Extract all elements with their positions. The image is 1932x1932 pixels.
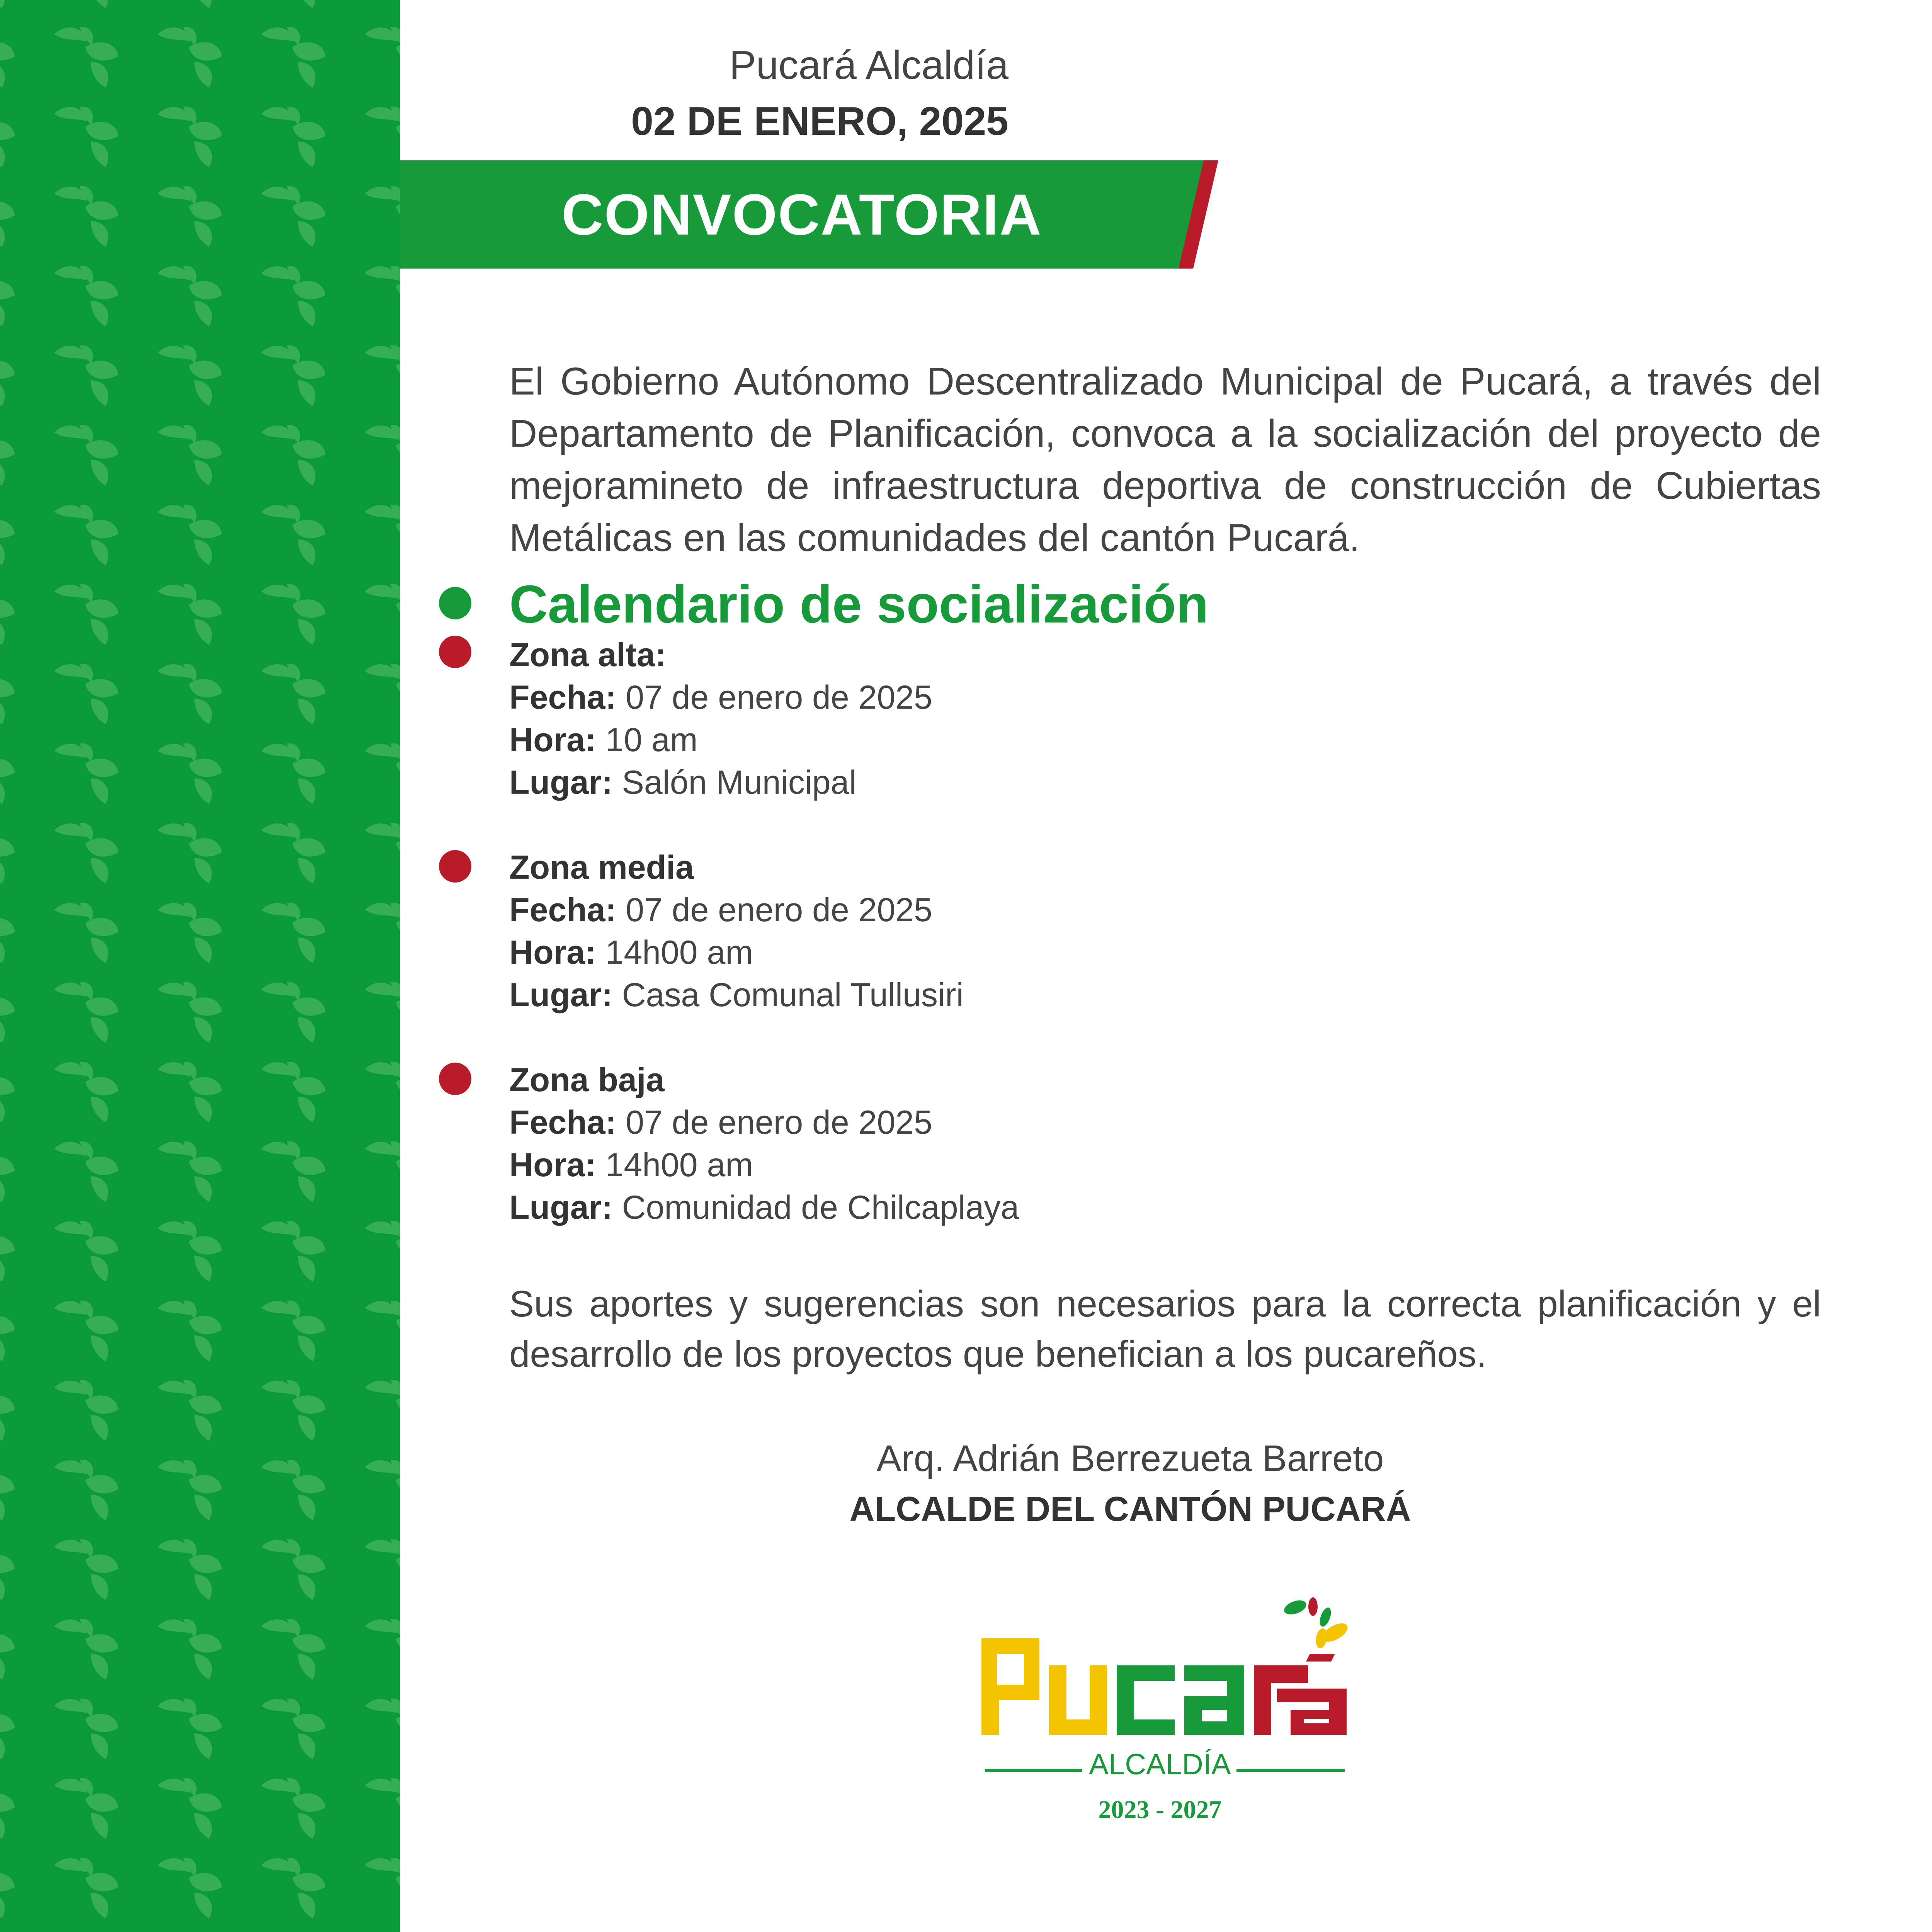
decorative-sidebar <box>0 0 400 1932</box>
zone-hora: Hora: 14h00 am <box>509 1146 753 1184</box>
logo-years: 2023 - 2027 <box>1098 1796 1222 1824</box>
calendar-bullet <box>439 587 471 619</box>
zone-lugar: Lugar: Comunidad de Chilcaplaya <box>509 1189 1019 1226</box>
zone-alta <box>509 634 932 804</box>
pucara-logo <box>981 1596 1352 1835</box>
zone-hora: Hora: 10 am <box>509 721 698 759</box>
header-date: 02 DE ENERO, 2025 <box>631 99 1009 144</box>
zone-fecha: Fecha: 07 de enero de 2025 <box>509 891 932 929</box>
zone-fecha: Fecha: 07 de enero de 2025 <box>509 1104 932 1141</box>
zone-name: Zona media <box>509 849 694 886</box>
zone-bullet <box>439 850 471 883</box>
signature-name: Arq. Adrián Berrezueta Barreto <box>876 1438 1384 1479</box>
logo-wordmark <box>981 1638 1347 1735</box>
zone-fecha: Fecha: 07 de enero de 2025 <box>509 679 932 716</box>
zone-lugar: Lugar: Casa Comunal Tullusiri <box>509 976 964 1014</box>
zone-name: Zona alta: <box>509 636 667 673</box>
zone-baja <box>509 1059 1019 1229</box>
zone-lugar: Lugar: Salón Municipal <box>509 764 857 801</box>
zone-media <box>509 846 964 1016</box>
zone-bullet <box>439 636 471 668</box>
intro-paragraph: El Gobierno Autónomo Descentralizado Municipal de Pucará, a través del Departamento de Planificación, convoca a la socialización del proyecto de mejoramineto de infraestructura deportiva de construcción de Cubiertas Metálicas en las comunidades del cantón Pucará. <box>509 360 1821 560</box>
zone-name: Zona baja <box>509 1061 665 1099</box>
zone-hora: Hora: 14h00 am <box>509 934 753 971</box>
logo-flower-icon <box>1282 1597 1350 1649</box>
zone-bullet <box>439 1063 471 1095</box>
signature-role: ALCALDE DEL CANTÓN PUCARÁ <box>849 1490 1411 1529</box>
banner-title: CONVOCATORIA <box>561 182 1042 247</box>
calendar-title: Calendario de socialización <box>509 575 1209 634</box>
logo-subtitle: ALCALDÍA <box>1089 1748 1231 1781</box>
header-place: Pucará Alcaldía <box>729 43 1009 88</box>
closing-paragraph: Sus aportes y sugerencias son necesarios para la correcta planificación y el desarrollo de los proyectos que benefician a los pucareños. <box>509 1283 1821 1375</box>
